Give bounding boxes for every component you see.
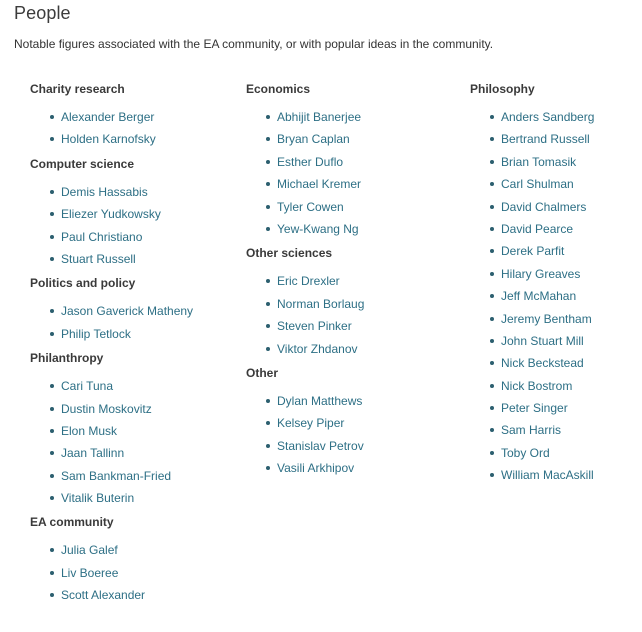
person-link-eliezer-yudkowsky[interactable]: Eliezer Yudkowsky — [61, 207, 161, 222]
bullet-icon — [50, 571, 54, 575]
category-heading: Politics and policy — [30, 276, 136, 291]
person-link-alexander-berger[interactable]: Alexander Berger — [61, 110, 155, 124]
bullet-icon — [50, 235, 54, 239]
category-heading: Computer science — [30, 156, 135, 171]
person-link-tyler-cowen[interactable]: Tyler Cowen — [277, 199, 344, 214]
bullet-icon — [266, 115, 270, 119]
people-list — [30, 108, 230, 153]
list-item — [30, 541, 230, 563]
people-column-3 — [470, 80, 635, 491]
bullet-icon — [490, 272, 494, 276]
list-item — [246, 153, 456, 175]
list-item — [470, 175, 635, 197]
bullet-icon — [50, 593, 54, 597]
bullet-icon — [266, 279, 270, 283]
person-link-peter-singer[interactable]: Peter Singer — [501, 401, 568, 416]
person-link-cari-tuna[interactable]: Cari Tuna — [61, 379, 114, 394]
people-list — [30, 377, 230, 511]
person-link-david-chalmers[interactable]: David Chalmers — [501, 199, 587, 214]
list-item — [30, 302, 230, 324]
bullet-icon — [50, 115, 54, 119]
bullet-icon — [50, 407, 54, 411]
list-item — [470, 377, 635, 399]
list-item — [470, 130, 635, 152]
person-link-vitalik-buterin[interactable]: Vitalik Buterin — [61, 491, 135, 506]
person-link-bertrand-russell[interactable]: Bertrand Russell — [501, 132, 590, 147]
bullet-icon — [490, 406, 494, 410]
person-link-stuart-russell[interactable]: Stuart Russell — [61, 251, 136, 266]
list-item — [30, 467, 230, 489]
bullet-icon — [266, 466, 270, 470]
person-link-liv-boeree[interactable]: Liv Boeree — [61, 565, 119, 580]
person-link-john-stuart-mill[interactable]: John Stuart Mill — [501, 333, 584, 348]
bullet-icon — [490, 339, 494, 343]
people-list — [246, 108, 456, 242]
list-item — [470, 153, 635, 175]
list-item — [30, 325, 230, 347]
person-link-david-pearce[interactable]: David Pearce — [501, 221, 574, 236]
category-philanthropy — [30, 349, 230, 511]
category-ea-community — [30, 513, 230, 608]
list-item — [30, 183, 230, 205]
bullet-icon — [266, 421, 270, 425]
list-item — [246, 459, 456, 481]
list-item — [30, 489, 230, 511]
person-link-kelsey-piper[interactable]: Kelsey Piper — [277, 416, 345, 431]
list-item — [246, 317, 456, 339]
category-heading: Other — [246, 365, 279, 380]
list-item — [30, 108, 230, 130]
list-item — [246, 220, 456, 242]
list-item — [246, 272, 456, 294]
list-item — [470, 354, 635, 376]
bullet-icon — [50, 257, 54, 261]
list-item — [246, 108, 456, 130]
bullet-icon — [266, 160, 270, 164]
person-link-jeff-mcmahan[interactable]: Jeff McMahan — [501, 289, 577, 304]
person-link-sam-harris[interactable]: Sam Harris — [501, 423, 562, 438]
person-link-philip-tetlock[interactable]: Philip Tetlock — [61, 326, 131, 341]
person-link-abhijit-banerjee[interactable]: Abhijit Banerjee — [277, 110, 362, 124]
category-other-sciences — [246, 244, 456, 362]
bullet-icon — [490, 317, 494, 321]
person-link-yew-kwang-ng[interactable]: Yew-Kwang Ng — [277, 221, 359, 236]
people-column-1 — [30, 80, 230, 611]
page-description: Notable figures associated with the EA community, or with popular ideas in the community. — [14, 37, 494, 51]
person-link-steven-pinker[interactable]: Steven Pinker — [277, 319, 352, 334]
list-item — [30, 444, 230, 466]
person-link-holden-karnofsky[interactable]: Holden Karnofsky — [61, 132, 156, 147]
person-link-jason-gaverick-matheny[interactable]: Jason Gaverick Matheny — [61, 304, 194, 319]
bullet-icon — [50, 190, 54, 194]
person-link-norman-borlaug[interactable]: Norman Borlaug — [277, 296, 365, 311]
bullet-icon — [266, 227, 270, 231]
list-item — [470, 242, 635, 264]
list-item — [470, 287, 635, 309]
category-philosophy — [470, 80, 635, 489]
list-item — [470, 265, 635, 287]
person-link-dylan-matthews[interactable]: Dylan Matthews — [277, 393, 363, 408]
list-item — [30, 586, 230, 608]
list-item — [470, 332, 635, 354]
bullet-icon — [266, 399, 270, 403]
person-link-scott-alexander[interactable]: Scott Alexander — [61, 588, 146, 603]
person-link-brian-tomasik[interactable]: Brian Tomasik — [501, 154, 577, 169]
person-link-carl-shulman[interactable]: Carl Shulman — [501, 177, 574, 192]
bullet-icon — [50, 429, 54, 433]
people-list — [30, 183, 230, 273]
bullet-icon — [490, 137, 494, 141]
bullet-icon — [50, 496, 54, 500]
bullet-icon — [50, 332, 54, 336]
people-list — [246, 272, 456, 362]
bullet-icon — [266, 347, 270, 351]
bullet-icon — [490, 473, 494, 477]
list-item — [246, 198, 456, 220]
person-link-nick-beckstead[interactable]: Nick Beckstead — [501, 356, 584, 371]
category-politics-and-policy — [30, 274, 230, 347]
list-item — [246, 437, 456, 459]
category-heading: Philosophy — [470, 82, 535, 96]
person-link-anders-sandberg[interactable]: Anders Sandberg — [501, 110, 595, 124]
person-link-paul-christiano[interactable]: Paul Christiano — [61, 229, 143, 244]
bullet-icon — [50, 212, 54, 216]
person-link-vasili-arkhipov[interactable]: Vasili Arkhipov — [277, 461, 355, 476]
person-link-elon-musk[interactable]: Elon Musk — [61, 423, 118, 438]
bullet-icon — [490, 227, 494, 231]
list-item — [470, 421, 635, 443]
bullet-icon — [266, 205, 270, 209]
bullet-icon — [490, 451, 494, 455]
category-computer-science — [30, 155, 230, 273]
person-link-nick-bostrom[interactable]: Nick Bostrom — [501, 378, 573, 393]
people-list — [30, 302, 230, 347]
list-item — [30, 400, 230, 422]
list-item — [30, 564, 230, 586]
person-link-michael-kremer[interactable]: Michael Kremer — [277, 177, 362, 192]
person-link-jeremy-bentham[interactable]: Jeremy Bentham — [501, 311, 592, 326]
category-other — [246, 364, 456, 482]
bullet-icon — [490, 160, 494, 164]
category-charity-research — [30, 80, 230, 153]
bullet-icon — [490, 384, 494, 388]
bullet-icon — [50, 309, 54, 313]
category-heading: Philanthropy — [30, 351, 104, 366]
bullet-icon — [490, 361, 494, 365]
category-heading: Other sciences — [246, 246, 333, 261]
page-title: People — [14, 3, 71, 23]
list-item — [246, 414, 456, 436]
list-item — [246, 130, 456, 152]
list-item — [30, 422, 230, 444]
bullet-icon — [266, 302, 270, 306]
bullet-icon — [50, 137, 54, 141]
list-item — [246, 295, 456, 317]
category-heading: Charity research — [30, 82, 125, 96]
bullet-icon — [266, 137, 270, 141]
bullet-icon — [266, 182, 270, 186]
bullet-icon — [50, 384, 54, 388]
person-link-derek-parfit[interactable]: Derek Parfit — [501, 244, 565, 259]
bullet-icon — [50, 451, 54, 455]
bullet-icon — [490, 294, 494, 298]
list-item — [30, 250, 230, 272]
list-item — [246, 175, 456, 197]
list-item — [470, 444, 635, 466]
people-list — [246, 392, 456, 482]
bullet-icon — [50, 474, 54, 478]
people-list — [470, 108, 635, 489]
bullet-icon — [490, 205, 494, 209]
people-list — [30, 541, 230, 608]
person-link-eric-drexler[interactable]: Eric Drexler — [277, 274, 340, 289]
person-link-bryan-caplan[interactable]: Bryan Caplan — [277, 132, 350, 147]
list-item — [470, 399, 635, 421]
bullet-icon — [490, 428, 494, 432]
list-item — [470, 310, 635, 332]
person-link-toby-ord[interactable]: Toby Ord — [501, 445, 550, 460]
list-item — [246, 392, 456, 414]
person-link-esther-duflo[interactable]: Esther Duflo — [277, 154, 344, 169]
person-link-hilary-greaves[interactable]: Hilary Greaves — [501, 266, 581, 281]
person-link-william-macaskill[interactable]: William MacAskill — [501, 468, 594, 483]
list-item — [30, 205, 230, 227]
category-heading: EA community — [30, 515, 114, 530]
people-column-2 — [246, 80, 456, 483]
list-item — [30, 228, 230, 250]
list-item — [30, 130, 230, 152]
category-heading: Economics — [246, 82, 311, 96]
person-link-jaan-tallinn[interactable]: Jaan Tallinn — [61, 446, 125, 461]
bullet-icon — [50, 548, 54, 552]
list-item — [30, 377, 230, 399]
bullet-icon — [266, 444, 270, 448]
bullet-icon — [490, 249, 494, 253]
person-link-viktor-zhdanov[interactable]: Viktor Zhdanov — [277, 341, 358, 356]
person-link-stanislav-petrov[interactable]: Stanislav Petrov — [277, 438, 364, 453]
bullet-icon — [490, 182, 494, 186]
list-item — [246, 340, 456, 362]
person-link-julia-galef[interactable]: Julia Galef — [61, 543, 118, 558]
person-link-sam-bankman-fried[interactable]: Sam Bankman-Fried — [61, 468, 172, 483]
bullet-icon — [266, 324, 270, 328]
list-item — [470, 220, 635, 242]
bullet-icon — [490, 115, 494, 119]
person-link-demis-hassabis[interactable]: Demis Hassabis — [61, 184, 148, 199]
person-link-dustin-moskovitz[interactable]: Dustin Moskovitz — [61, 401, 152, 416]
list-item — [470, 466, 635, 488]
category-economics — [246, 80, 456, 242]
list-item — [470, 108, 635, 130]
list-item — [470, 198, 635, 220]
